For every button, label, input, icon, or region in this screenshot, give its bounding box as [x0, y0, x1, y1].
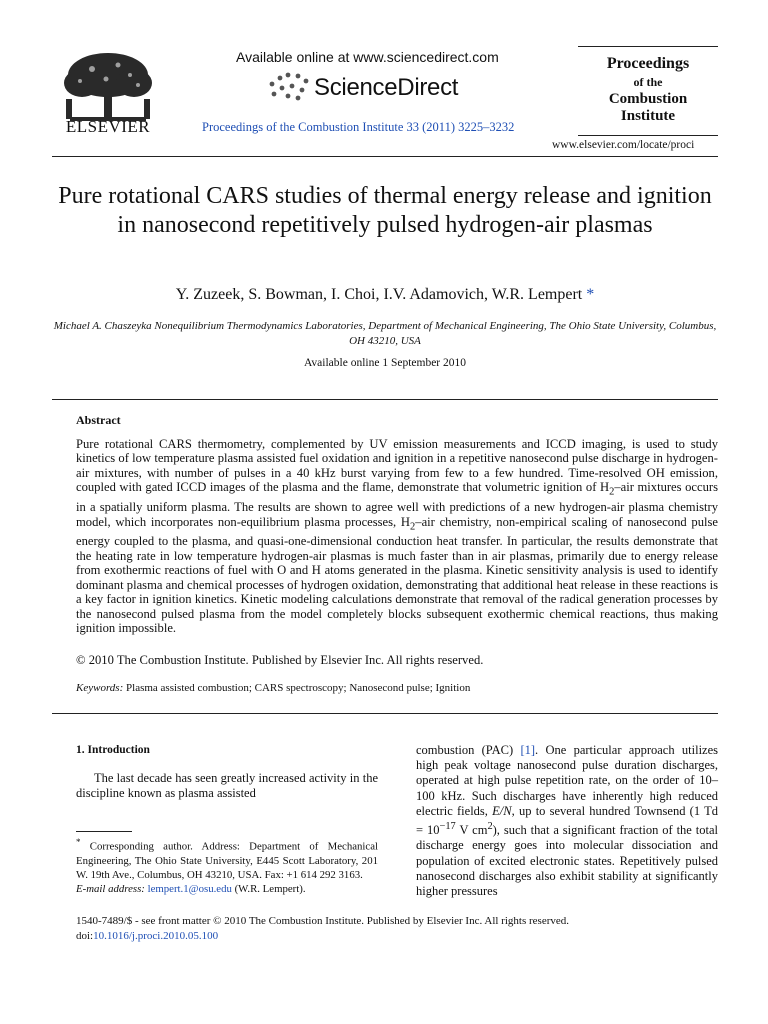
- sciencedirect-wordmark: ScienceDirect: [314, 74, 459, 101]
- affiliation: Michael A. Chaszeyka Nonequilibrium Thermodynamics Laboratories, Department of Mechanical Engineering, The Ohio State University, Columbus, OH 43210, USA: [53, 320, 717, 347]
- paragraph: The last decade has seen greatly increased activity in the discipline known as plasma assisted: [76, 771, 378, 801]
- email-label: E-mail address:: [76, 883, 145, 896]
- subscript: 2: [410, 521, 416, 533]
- elsevier-wordmark: ELSEVIER: [65, 117, 151, 136]
- abstract-bottom-divider: [52, 713, 718, 714]
- footnote-text: Corresponding author. Address: Department of Mechanical Engineering, The Ohio State University, E445 Scott Laboratory, 201 W. 19th Ave., Columbus, OH 43210, USA. Fax: +1 614 292 3163.: [76, 840, 378, 881]
- section-heading-introduction: 1. Introduction: [76, 744, 150, 756]
- footnote-divider: [76, 831, 132, 832]
- journal-url[interactable]: www.elsevier.com/locate/proci: [552, 139, 695, 151]
- available-date: Available online 1 September 2010: [303, 357, 467, 369]
- exponent: 2: [487, 821, 493, 833]
- paragraph-segment: ), such that a significant fraction of the total discharge energy goes into molecular dissociation and population of excited electronic states. Repetitively pulsed nanosecond discharges also exhibit stability at significantly higher pressures: [416, 823, 718, 898]
- left-column-text: [76, 771, 378, 801]
- article-title: Pure rotational CARS studies of thermal energy release and ignition in nanosecond repetitively pulsed hydrogen-air plasmas: [58, 183, 712, 238]
- journal-box-line: Combustion: [608, 91, 688, 107]
- abstract-text-segment: Pure rotational CARS thermometry, complemented by UV emission measurements and ICCD imaging, is used to study kinetics of low temperature plasma assisted fuel oxidation and ignition in a repetitive nanosecond pulse discharge in hydrogen-air mixtures, with number of pulses in a 40 kHz burst varying from few to a few hundred. Time-resolved OH emission, coupled with gated ICCD images of the plasma and the flame, demonstrate that volumetric ignition of H: [76, 437, 718, 495]
- reference-link[interactable]: [1]: [520, 743, 536, 757]
- doi-line: [76, 930, 218, 942]
- abstract-top-divider: [52, 399, 718, 400]
- paragraph-segment: , up to several hundred Townsend (1 Td = 10: [416, 803, 718, 838]
- author-list: [52, 286, 718, 304]
- paragraph-segment: V cm: [455, 823, 488, 838]
- abstract-copyright: © 2010 The Combustion Institute. Published by Elsevier Inc. All rights reserved.: [76, 653, 484, 667]
- paragraph-segment: combustion (PAC): [416, 743, 521, 757]
- reduced-field-symbol: E/N: [492, 803, 512, 818]
- journal-box-line: Proceedings: [606, 55, 690, 72]
- paragraph-segment: . One particular approach utilizes high peak voltage nanosecond pulse duration discharges, operated at high pulse repetition rate, on the order of 10–100 kHz. Such discharges have inherently high reduced electric fields,: [416, 743, 719, 818]
- email-link[interactable]: lempert.1@osu.edu: [147, 883, 232, 896]
- exponent: −17: [439, 821, 456, 833]
- abstract-body: [76, 437, 718, 635]
- keywords-label: Keywords:: [76, 682, 124, 694]
- abstract-heading: Abstract: [76, 413, 121, 427]
- header-divider: [52, 156, 718, 157]
- right-column-text: [416, 743, 718, 899]
- journal-box-line: of the: [633, 75, 663, 89]
- footnote-mark: *: [76, 837, 81, 847]
- available-online-text: Available online at www.sciencedirect.com: [236, 49, 499, 65]
- journal-box-line: Institute: [620, 108, 676, 124]
- corresponding-author-mark[interactable]: *: [586, 286, 595, 303]
- keywords: [76, 682, 718, 694]
- author-names: Y. Zuzeek, S. Bowman, I. Choi, I.V. Adamovich, W.R. Lempert: [175, 286, 583, 303]
- abstract-text-segment: –air mixtures occurs in a spatially uniform plasma. The results are shown to agree well with predictions of a new hydrogen-air plasma chemistry model, which incorporates non-equilibrium plasma processes, H: [76, 480, 718, 529]
- journal-reference-link[interactable]: Proceedings of the Combustion Institute 33 (2011) 3225–3232: [202, 120, 515, 134]
- abstract-text-segment: –air chemistry, non-empirical scaling of nanosecond pulse energy coupled to the plasma, and quasi-one-dimensional conduction heat transfer. In particular, the results demonstrate that the heating rate in low temperature hydrogen-air plasmas is much faster than in air plasmas, primarily due to energy release from exothermic reactions of fuel with O and H atoms generated in the plasma. Kinetic sensitivity analysis is used to identify dominant plasma and chemical processes of hydrogen oxidation, demonstrating that additional heat release in these reactions is a key factor in ignition kinetics. Kinetic modeling calculations demonstrate that removal of the radical generation processes by the nanosecond pulsed plasma from the model completely blocks subsequent exothermic chemical reactions, thus making ignition impossible.: [76, 514, 719, 635]
- journal-title-box: [578, 46, 718, 136]
- footnote: [76, 835, 378, 896]
- keywords-text: Plasma assisted combustion; CARS spectroscopy; Nanosecond pulse; Ignition: [123, 682, 471, 694]
- subscript: 2: [609, 486, 615, 498]
- doi-label: doi:: [76, 930, 94, 942]
- doi-link[interactable]: 10.1016/j.proci.2010.05.100: [93, 930, 219, 942]
- issn-line: 1540-7489/$ - see front matter © 2010 The Combustion Institute. Published by Elsevier Inc. All rights reserved.: [76, 915, 569, 927]
- email-suffix: (W.R. Lempert).: [231, 883, 306, 896]
